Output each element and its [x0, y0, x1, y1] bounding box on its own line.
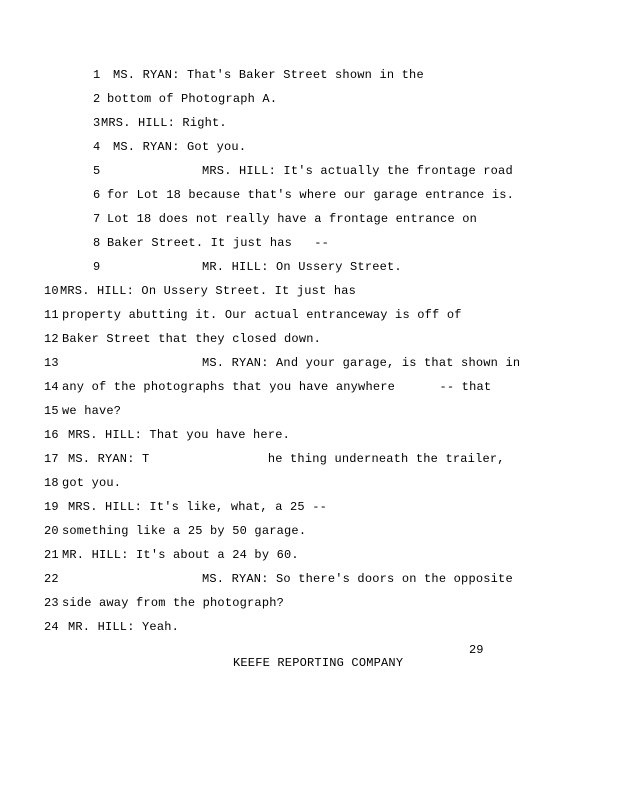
line-number: 2	[93, 92, 101, 106]
line-text: Baker Street that they closed down.	[62, 332, 322, 346]
transcript-line	[0, 543, 299, 567]
line-number: 7	[93, 212, 101, 226]
line-text: for Lot 18 because that's where our garage entrance is.	[107, 188, 515, 202]
line-number: 4	[93, 140, 101, 154]
footer-company-name: KEEFE REPORTING COMPANY	[233, 656, 404, 670]
line-number: 12	[44, 332, 59, 346]
line-text: MRS. HILL: That you have here.	[68, 428, 291, 442]
line-number: 6	[93, 188, 101, 202]
line-number: 24	[44, 620, 59, 634]
line-number: 23	[44, 596, 59, 610]
line-number: 16	[44, 428, 59, 442]
line-text: something like a 25 by 50 garage.	[62, 524, 307, 538]
line-text: MS. RYAN: That's Baker Street shown in the	[113, 68, 424, 82]
line-text: MRS. HILL: On Ussery Street. It just has	[60, 284, 357, 298]
line-text: MS. RYAN: And your garage, is that shown in	[202, 356, 521, 370]
transcript-line	[0, 495, 328, 519]
line-text: MR. HILL: Yeah.	[68, 620, 180, 634]
transcript-line	[0, 255, 402, 279]
transcript-line	[0, 63, 424, 87]
line-number: 13	[44, 356, 59, 370]
line-text: we have?	[62, 404, 122, 418]
line-text: side away from the photograph?	[62, 596, 285, 610]
transcript-line	[0, 111, 227, 135]
transcript-line	[0, 591, 285, 615]
line-number: 14	[44, 380, 59, 394]
line-text: MRS. HILL: It's like, what, a 25 --	[68, 500, 328, 514]
line-number: 10	[44, 284, 59, 298]
transcript-line	[0, 567, 513, 591]
line-number: 9	[93, 260, 101, 274]
transcript-line	[0, 519, 307, 543]
line-text: MR. HILL: It's about a 24 by 60.	[62, 548, 299, 562]
line-number: 20	[44, 524, 59, 538]
line-number: 3	[93, 116, 101, 130]
transcript-line	[0, 327, 322, 351]
line-number: 18	[44, 476, 59, 490]
transcript-line	[0, 159, 513, 183]
transcript-line	[0, 471, 122, 495]
line-text: Baker Street. It just has --	[107, 236, 330, 250]
line-text: MR. HILL: On Ussery Street.	[202, 260, 402, 274]
line-text: got you.	[62, 476, 122, 490]
transcript-line	[0, 351, 521, 375]
transcript-line	[0, 423, 291, 447]
transcript-line	[0, 183, 515, 207]
transcript-line	[0, 207, 478, 231]
line-text: MS. RYAN: Got you.	[113, 140, 247, 154]
line-number: 5	[93, 164, 101, 178]
line-text: MS. RYAN: T he thing underneath the trailer,	[68, 452, 505, 466]
line-text: property abutting it. Our actual entranceway is off of	[62, 308, 462, 322]
transcript-line	[0, 615, 180, 639]
page-number: 29	[469, 643, 484, 657]
line-number: 17	[44, 452, 59, 466]
line-number: 11	[44, 308, 59, 322]
transcript-line	[0, 87, 278, 111]
line-text: bottom of Photograph A.	[107, 92, 278, 106]
transcript-line	[0, 135, 247, 159]
transcript-line	[0, 375, 492, 399]
transcript-line	[0, 231, 330, 255]
line-number: 8	[93, 236, 101, 250]
line-number: 19	[44, 500, 59, 514]
line-text: any of the photographs that you have anywhere -- that	[62, 380, 492, 394]
transcript-line	[0, 303, 462, 327]
transcript-line	[0, 279, 357, 303]
line-number: 22	[44, 572, 59, 586]
line-text: MRS. HILL: It's actually the frontage road	[202, 164, 513, 178]
line-text: Lot 18 does not really have a frontage entrance on	[107, 212, 478, 226]
line-text: MS. RYAN: So there's doors on the opposite	[202, 572, 513, 586]
line-text: MRS. HILL: Right.	[101, 116, 227, 130]
line-number: 15	[44, 404, 59, 418]
transcript-line	[0, 399, 122, 423]
transcript-line	[0, 447, 505, 471]
line-number: 1	[93, 68, 101, 82]
line-number: 21	[44, 548, 59, 562]
